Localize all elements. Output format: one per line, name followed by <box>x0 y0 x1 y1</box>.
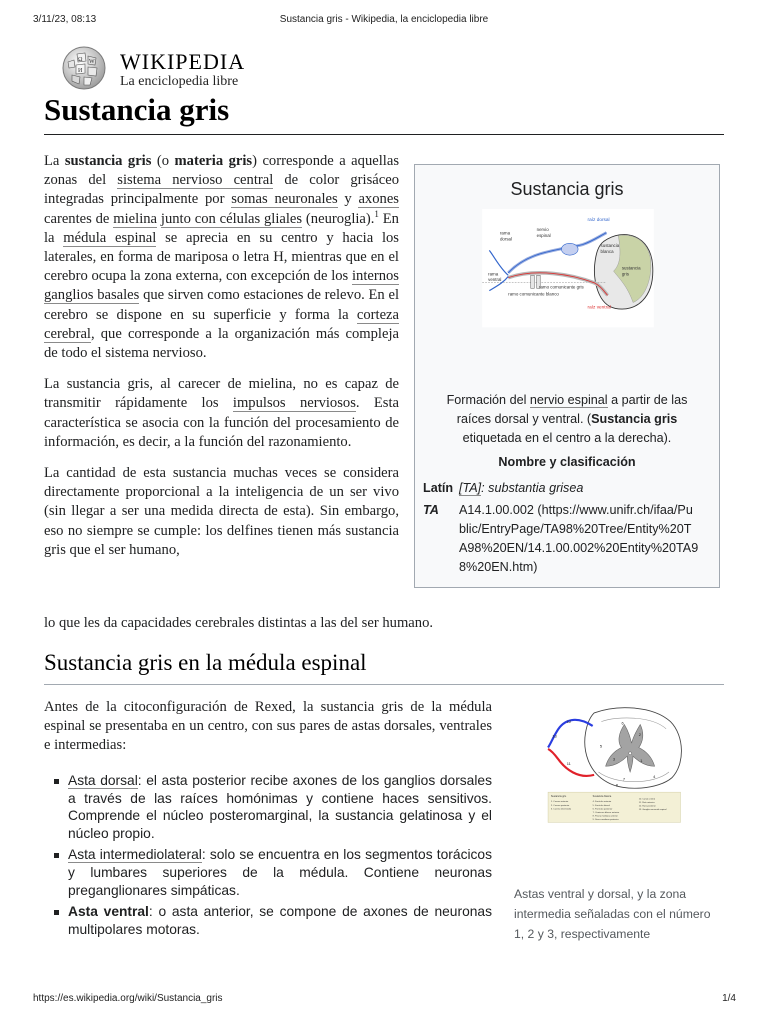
text-run: se aprecia en su centro y hacia los laterales, en forma de mariposa o letra H, mientras que en el cerebro ocupa la zona externa, con excepción de los <box>44 229 399 285</box>
infobox-caption <box>429 391 705 448</box>
wikipedia-globe-icon <box>60 44 112 92</box>
label-espinal: espinal <box>536 232 551 238</box>
title-underline <box>44 134 724 135</box>
bold-term: Asta ventral <box>68 904 149 920</box>
label-sustancia-gris-1: sustancia <box>621 265 641 271</box>
legend-col2-item: 4. Funículo anterior <box>592 801 612 804</box>
wiki-link[interactable]: Asta dorsal <box>68 773 138 788</box>
label-raiz-ventral: raíz ventral <box>587 305 611 311</box>
fig-number-4: 4 <box>653 773 656 779</box>
label-nervio: nervio <box>536 226 549 232</box>
fig-number-3: 3 <box>612 756 616 762</box>
legend-col3-item: 13. Ganglio sensorial espinal <box>638 809 667 812</box>
latin-label: Latín <box>423 481 454 495</box>
label-rama: rama <box>499 230 511 236</box>
bullet-icon <box>54 853 59 858</box>
legend-col2-item: 5. Funículo lateral <box>592 804 610 807</box>
list-item-asta-ventral <box>52 903 492 938</box>
wiki-link[interactable]: junto con células gliales <box>160 210 303 227</box>
legend-col3-item: 11. Raíz anterior <box>638 801 655 804</box>
reference-link[interactable]: 1 <box>374 208 379 219</box>
text-run: . Esta característica se asocia con la función del procesamiento de información, es decir, a la función del razonamiento. <box>44 395 399 450</box>
astas-list <box>52 772 492 942</box>
infobox-section-header: Nombre y clasificación <box>498 455 636 469</box>
ramo-comunicante-left <box>531 275 535 288</box>
label-ventral: ventral <box>488 277 502 283</box>
label-dorsal: dorsal <box>499 236 512 242</box>
text-run: : el asta posterior recibe axones de los ganglios dorsales a través de las raíces homónimas y contiene haces sensitivos. Comprende el núcleo posteromarginal, la sustancia gelatinosa y el núcleo propio. <box>68 773 492 841</box>
print-page-number: 1/4 <box>722 993 736 1004</box>
legend-col2-item: 7. Comisura blanca anterior <box>592 812 620 815</box>
text-run: La cantidad de esta sustancia muchas veces se considera directamente proporcional a la inteligencia de un ser vivo (sin llegar a ser una medida directa de esta). Sin embargo, eso no siempre se cumple: los delfines tienen más sustancia gris que el ser humano, <box>44 465 399 558</box>
text-run: La sustancia gris, al carecer de mielina, no es capaz de transmitir rápidamente los <box>44 376 399 412</box>
infobox-title: Sustancia gris <box>510 179 624 199</box>
text-run: de color grisáceo integradas principalmente por <box>44 172 399 208</box>
legend-col1-item: 2. Cuerno posterior <box>550 804 570 807</box>
section-underline <box>44 684 724 685</box>
ta-label: TA <box>423 503 439 517</box>
wiki-link[interactable]: sistema nervioso central <box>117 172 274 189</box>
legend-box <box>548 792 680 822</box>
bold-term: Sustancia gris <box>591 412 678 426</box>
spinal-nerve-diagram[interactable] <box>423 209 713 409</box>
label-ramo-blanco: ramo comunicante blanco <box>508 291 559 297</box>
legend-col1-title: Sustancia gris <box>550 795 567 799</box>
text-run: etiquetada en el centro a la derecha). <box>462 431 672 445</box>
text-run: a partir de las raíces dorsal y ventral. ( <box>456 393 688 426</box>
fig-number-13: 13 <box>552 733 557 739</box>
svg-text:Ω: Ω <box>78 57 83 63</box>
bullet-icon <box>54 910 59 915</box>
wiki-link[interactable]: corteza cerebral <box>44 306 399 342</box>
fig-number-1: 1 <box>640 757 643 763</box>
bold-term: materia gris <box>174 153 253 169</box>
dorsal-ganglion <box>561 243 578 255</box>
label-raiz-dorsal: raíz dorsal <box>587 217 610 223</box>
label-rama-v: rama <box>488 271 499 277</box>
section-intro: Antes de la citoconfiguración de Rexed, la sustancia gris de la médula espinal se presentaba en un centro, con sus pares de astas dorsales, ventrales e intermedias: <box>44 699 492 754</box>
wikipedia-tagline: La enciclopedia libre <box>120 74 239 89</box>
legend-col1-item: 3. Cuerno intermedio <box>550 808 572 811</box>
label-sustancia-blanca-1: sustancia <box>600 242 620 248</box>
text-run: , que corresponde a la organización más compleja de todo el sistema nervioso. <box>44 325 399 362</box>
wikipedia-logo[interactable] <box>60 44 300 92</box>
bullet-icon <box>54 779 59 784</box>
spinal-cord-cross-section-figure[interactable] <box>508 700 722 880</box>
label-sustancia-gris-2: gris <box>621 271 629 277</box>
text-run: y <box>337 191 359 208</box>
list-item-asta-intermediolateral <box>52 846 492 899</box>
svg-text:И: И <box>78 68 83 74</box>
wiki-link[interactable]: internos ganglios basales <box>44 268 399 304</box>
text-run: (o <box>151 153 175 169</box>
wiki-link[interactable]: nervio espinal <box>529 393 608 407</box>
page-title: Sustancia gris <box>44 92 230 127</box>
list-item-asta-dorsal <box>52 772 492 842</box>
wiki-link[interactable]: médula espinal <box>63 229 157 246</box>
wiki-link[interactable]: Asta intermediolateral <box>68 847 202 863</box>
intro-text <box>44 152 399 560</box>
text-run: carentes de <box>44 210 114 227</box>
legend-col2-title: Sustancia blanca <box>592 795 612 799</box>
legend-col3-item: 10. Canal central <box>638 798 656 801</box>
section-heading-medula: Sustancia gris en la médula espinal <box>44 650 367 675</box>
infobox <box>414 164 720 588</box>
text-run: ) corresponde a aquellas zonas del <box>44 153 399 189</box>
bold-term: sustancia gris <box>64 153 152 169</box>
intro-paragraph-1 <box>44 152 399 363</box>
text-run: : solo se encuentra en los segmentos torácicos y lumbares superiores de la médula. Contiene neuronas preganglionares simpáticas. <box>68 847 493 898</box>
figure-caption: Astas ventral y dorsal, y la zona intermedia señaladas con el número 1, 2 y 3, respectivamente <box>514 887 711 941</box>
label-ramo-gris: ramo comunicante gris <box>539 284 584 290</box>
wiki-link[interactable]: impulsos nerviosos <box>232 395 356 412</box>
central-canal <box>629 752 632 755</box>
fig-number-11: 11 <box>566 760 571 766</box>
fig-number-2: 2 <box>638 732 641 737</box>
svg-text:W: W <box>89 59 95 65</box>
legend-col2-item: 8. Fisura mediana anterior <box>592 815 618 818</box>
wiki-link[interactable]: axones <box>358 191 399 208</box>
text-run: La <box>44 153 65 169</box>
label-sustancia-blanca-2: blanca <box>600 248 614 254</box>
wikipedia-wordmark: WIKIPEDIA <box>120 49 246 74</box>
legend-col2-item: 9. Surco mediano posterior <box>592 819 619 822</box>
print-url: https://es.wikipedia.org/wiki/Sustancia_gris <box>33 993 223 1004</box>
fig-number-5: 5 <box>599 743 603 749</box>
text-run: Formación del <box>446 393 530 407</box>
print-datetime: 3/11/23, 08:13 <box>33 14 97 25</box>
legend-col1-item: 1. Cuerno anterior <box>550 801 569 804</box>
print-page-title: Sustancia gris - Wikipedia, la enciclopedia libre <box>279 14 489 25</box>
intro-paragraph-3-tail: lo que les da capacidades cerebrales distintas a las del ser humano. <box>44 615 434 631</box>
fig-number-12: 12 <box>566 719 572 725</box>
fig-number-6: 6 <box>621 720 624 726</box>
text-run: : o asta anterior, se compone de axones de neuronas multipolares motoras. <box>68 904 492 937</box>
intro-paragraph-3 <box>44 464 399 560</box>
legend-col3-item: 12. Raíz posterior <box>638 805 656 808</box>
fig-number-7: 7 <box>622 776 626 782</box>
text-run: que sirven como estaciones de relevo. En el cerebro se dispone en su superficie y forma la <box>44 287 399 323</box>
fig-number-8: 8 <box>615 782 618 788</box>
intro-paragraph-2 <box>44 375 399 452</box>
ta-ref-link[interactable]: [TA] <box>459 481 482 495</box>
text-run: En la <box>44 210 399 246</box>
wiki-link[interactable]: somas neuronales <box>231 191 338 208</box>
wiki-link[interactable]: mielina <box>113 210 158 227</box>
ta-value[interactable]: A14.1.00.002 (https://www.unifr.ch/ifaa/Pu blic/EntryPage/TA98%20Tree/Entity%20T A98%20EN/14.1.00.002%20Entity%20TA9 8%20EN.htm) <box>459 503 699 574</box>
legend-col2-item: 6. Funículo posterior <box>592 808 613 811</box>
text-run: (neuroglia). <box>302 210 375 227</box>
latin-value: [TA]: substantia grisea <box>459 481 584 495</box>
